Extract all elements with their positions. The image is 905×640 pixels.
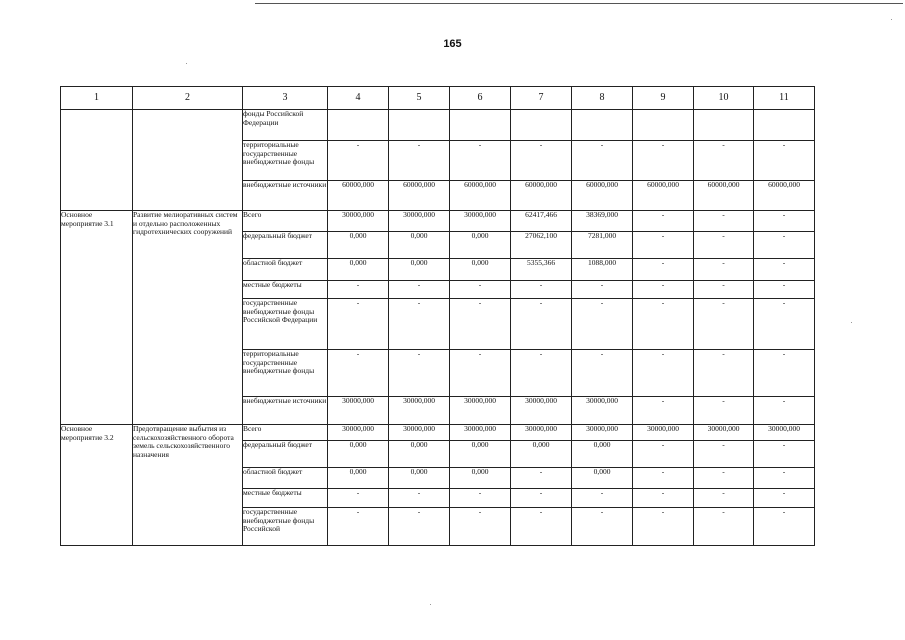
value-cell: - xyxy=(633,441,694,468)
value-cell: 38369,000 xyxy=(572,211,633,232)
value-cell: - xyxy=(328,350,389,397)
funding-source-cell: местные бюджеты xyxy=(243,489,328,508)
page-top-rule xyxy=(255,3,903,4)
funding-source-cell: федеральный бюджет xyxy=(243,232,328,259)
value-cell: - xyxy=(633,350,694,397)
table-row xyxy=(61,211,815,232)
value-cell: - xyxy=(754,441,815,468)
value-cell: - xyxy=(389,350,450,397)
value-cell: 30000,000 xyxy=(511,425,572,441)
value-cell xyxy=(328,110,389,141)
value-cell: 60000,000 xyxy=(511,181,572,211)
value-cell: 60000,000 xyxy=(328,181,389,211)
value-cell: - xyxy=(754,468,815,489)
column-header: 9 xyxy=(633,87,694,110)
table-row xyxy=(61,110,815,141)
funding-source-cell: фонды Российской Федерации xyxy=(243,110,328,141)
event-cell: Основное мероприятие 3.2 xyxy=(61,425,133,546)
value-cell: - xyxy=(633,299,694,350)
value-cell: 7281,000 xyxy=(572,232,633,259)
value-cell: - xyxy=(633,281,694,299)
value-cell: 62417,466 xyxy=(511,211,572,232)
value-cell: 30000,000 xyxy=(389,425,450,441)
value-cell: - xyxy=(389,141,450,181)
table-body xyxy=(61,110,815,546)
value-cell: 0,000 xyxy=(450,468,511,489)
column-header: 10 xyxy=(694,87,754,110)
value-cell: - xyxy=(694,468,754,489)
value-cell: 0,000 xyxy=(389,441,450,468)
event-cell xyxy=(61,110,133,211)
value-cell: 60000,000 xyxy=(694,181,754,211)
value-cell: - xyxy=(694,489,754,508)
value-cell: - xyxy=(694,299,754,350)
value-cell: - xyxy=(754,211,815,232)
value-cell: - xyxy=(572,350,633,397)
funding-source-cell: государственные внебюджетные фонды Российской xyxy=(243,508,328,546)
value-cell: - xyxy=(511,281,572,299)
value-cell xyxy=(694,110,754,141)
value-cell: - xyxy=(572,141,633,181)
value-cell: - xyxy=(694,141,754,181)
value-cell: - xyxy=(754,489,815,508)
value-cell: - xyxy=(572,299,633,350)
value-cell: 0,000 xyxy=(572,468,633,489)
value-cell: - xyxy=(633,232,694,259)
funding-source-cell: областной бюджет xyxy=(243,468,328,489)
value-cell: - xyxy=(328,489,389,508)
value-cell: - xyxy=(694,350,754,397)
event-title-cell xyxy=(133,110,243,211)
value-cell: 0,000 xyxy=(328,232,389,259)
column-header: 8 xyxy=(572,87,633,110)
value-cell: - xyxy=(511,350,572,397)
funding-table xyxy=(60,86,815,546)
column-header: 1 xyxy=(61,87,133,110)
value-cell: - xyxy=(633,211,694,232)
value-cell: - xyxy=(694,441,754,468)
funding-source-cell: внебюджетные источники xyxy=(243,181,328,211)
value-cell: 30000,000 xyxy=(633,425,694,441)
value-cell: 30000,000 xyxy=(450,397,511,425)
scan-speck xyxy=(430,604,431,605)
table-header-row xyxy=(61,87,815,110)
value-cell: 0,000 xyxy=(450,232,511,259)
value-cell: - xyxy=(633,489,694,508)
value-cell: 0,000 xyxy=(450,259,511,281)
value-cell: - xyxy=(511,468,572,489)
value-cell: 30000,000 xyxy=(389,397,450,425)
value-cell: 60000,000 xyxy=(633,181,694,211)
funding-source-cell: территориальные государственные внебюджетные фонды xyxy=(243,141,328,181)
column-header: 2 xyxy=(133,87,243,110)
value-cell: - xyxy=(754,350,815,397)
value-cell: 30000,000 xyxy=(328,425,389,441)
column-header: 7 xyxy=(511,87,572,110)
value-cell: - xyxy=(754,259,815,281)
funding-source-cell: местные бюджеты xyxy=(243,281,328,299)
funding-source-cell: федеральный бюджет xyxy=(243,441,328,468)
value-cell: - xyxy=(572,508,633,546)
value-cell: 60000,000 xyxy=(754,181,815,211)
value-cell: 30000,000 xyxy=(572,425,633,441)
value-cell: - xyxy=(694,508,754,546)
value-cell: 30000,000 xyxy=(328,397,389,425)
value-cell: - xyxy=(694,211,754,232)
page-number: 165 xyxy=(443,38,462,50)
value-cell: 0,000 xyxy=(389,232,450,259)
value-cell: - xyxy=(694,232,754,259)
value-cell: 30000,000 xyxy=(450,211,511,232)
table-row xyxy=(61,425,815,441)
value-cell: - xyxy=(633,141,694,181)
value-cell: 30000,000 xyxy=(511,397,572,425)
value-cell: - xyxy=(450,508,511,546)
value-cell: - xyxy=(328,299,389,350)
value-cell: 27062,100 xyxy=(511,232,572,259)
value-cell xyxy=(511,110,572,141)
value-cell: 0,000 xyxy=(328,259,389,281)
value-cell: - xyxy=(633,259,694,281)
value-cell: - xyxy=(328,141,389,181)
event-cell: Основное мероприятие 3.1 xyxy=(61,211,133,425)
value-cell xyxy=(450,110,511,141)
value-cell: 60000,000 xyxy=(450,181,511,211)
value-cell: 30000,000 xyxy=(328,211,389,232)
value-cell: 0,000 xyxy=(572,441,633,468)
value-cell: - xyxy=(450,489,511,508)
value-cell: - xyxy=(328,281,389,299)
value-cell: - xyxy=(572,489,633,508)
value-cell: - xyxy=(511,141,572,181)
value-cell: 0,000 xyxy=(511,441,572,468)
value-cell: 1088,000 xyxy=(572,259,633,281)
column-header: 3 xyxy=(243,87,328,110)
value-cell: - xyxy=(754,397,815,425)
funding-source-cell: Всего xyxy=(243,211,328,232)
value-cell: - xyxy=(694,281,754,299)
value-cell: - xyxy=(328,508,389,546)
funding-source-cell: внебюджетные источники xyxy=(243,397,328,425)
value-cell: 30000,000 xyxy=(450,425,511,441)
value-cell: - xyxy=(633,397,694,425)
value-cell: 0,000 xyxy=(328,468,389,489)
value-cell: - xyxy=(511,489,572,508)
value-cell: 5355,366 xyxy=(511,259,572,281)
value-cell: - xyxy=(633,508,694,546)
value-cell: 30000,000 xyxy=(754,425,815,441)
value-cell: 30000,000 xyxy=(389,211,450,232)
column-header: 4 xyxy=(328,87,389,110)
value-cell: - xyxy=(511,508,572,546)
funding-source-cell: государственные внебюджетные фонды Российской Федерации xyxy=(243,299,328,350)
value-cell: 30000,000 xyxy=(694,425,754,441)
value-cell xyxy=(633,110,694,141)
value-cell: 0,000 xyxy=(328,441,389,468)
value-cell: - xyxy=(511,299,572,350)
value-cell: 0,000 xyxy=(389,259,450,281)
value-cell: 0,000 xyxy=(389,468,450,489)
column-header: 6 xyxy=(450,87,511,110)
value-cell: - xyxy=(389,489,450,508)
value-cell: 60000,000 xyxy=(572,181,633,211)
value-cell: - xyxy=(450,281,511,299)
funding-source-cell: Всего xyxy=(243,425,328,441)
value-cell xyxy=(754,110,815,141)
value-cell xyxy=(389,110,450,141)
funding-source-cell: областной бюджет xyxy=(243,259,328,281)
value-cell: - xyxy=(754,299,815,350)
scan-speck xyxy=(891,19,892,20)
column-header: 11 xyxy=(754,87,815,110)
value-cell: - xyxy=(389,299,450,350)
scan-speck xyxy=(851,322,852,323)
value-cell: - xyxy=(450,350,511,397)
value-cell: - xyxy=(389,281,450,299)
funding-source-cell: территориальные государственные внебюджетные фонды xyxy=(243,350,328,397)
event-title-cell: Предотвращение выбытия из сельскохозяйственного оборота земель сельскохозяйственного назначения xyxy=(133,425,243,546)
scan-speck xyxy=(186,63,187,64)
value-cell: - xyxy=(694,259,754,281)
value-cell xyxy=(572,110,633,141)
value-cell: - xyxy=(450,141,511,181)
value-cell: 60000,000 xyxy=(389,181,450,211)
value-cell: - xyxy=(450,299,511,350)
value-cell: - xyxy=(572,281,633,299)
value-cell: - xyxy=(754,141,815,181)
value-cell: - xyxy=(754,232,815,259)
value-cell: - xyxy=(754,281,815,299)
column-header: 5 xyxy=(389,87,450,110)
value-cell: - xyxy=(633,468,694,489)
value-cell: - xyxy=(694,397,754,425)
value-cell: - xyxy=(754,508,815,546)
value-cell: 0,000 xyxy=(450,441,511,468)
value-cell: - xyxy=(389,508,450,546)
value-cell: 30000,000 xyxy=(572,397,633,425)
event-title-cell: Развитие мелиоративных систем и отдельно расположенных гидротехнических сооружений xyxy=(133,211,243,425)
